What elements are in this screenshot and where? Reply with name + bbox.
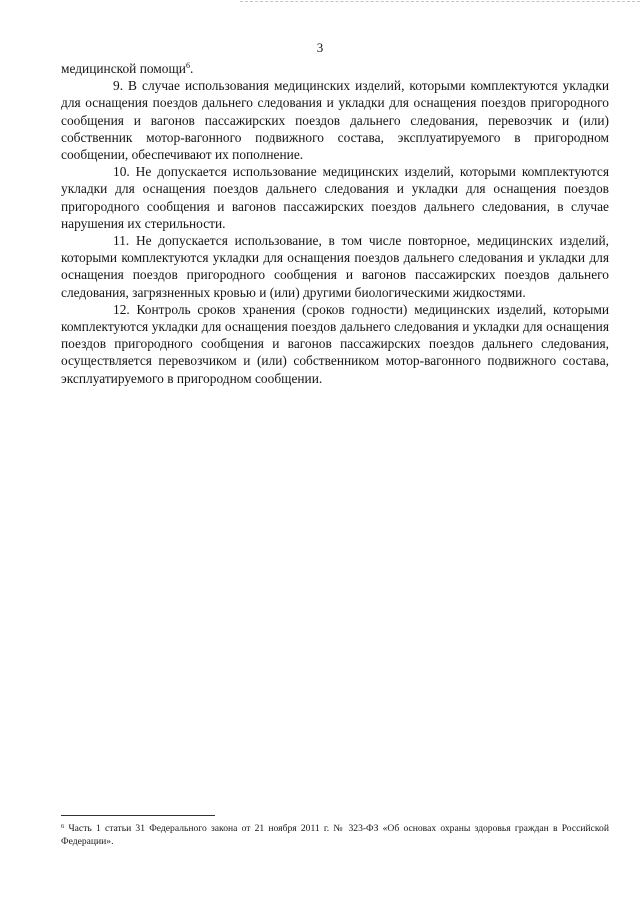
paragraph-item-10: 10. Не допускается использование медицинских изделий, которыми комплектуются укладки для оснащения поездов дальнего следования и укладки для оснащения поездов пригородного сообщения и вагонов пассажирских поездов дальнего следования, в случае нарушения их стерильности. (61, 164, 609, 231)
paragraph-continuation (61, 60, 609, 77)
footnote-marker: 6 (61, 823, 65, 830)
footnote-reference[interactable]: 6 (185, 61, 190, 70)
footnote-separator (61, 815, 215, 816)
paragraph-item-12: 12. Контроль сроков хранения (сроков годности) медицинских изделий, которыми комплектуются укладки для оснащения поездов дальнего следования и укладки для оснащения поездов пригородного сообщения и вагонов пассажирских поездов дальнего следования, осуществляется перевозчиком и (или) собственником мотор-вагонного подвижного состава, эксплуатируемого в пригородном сообщении. (61, 301, 609, 386)
page-number: 3 (316, 40, 324, 55)
scan-edge-line (240, 1, 640, 2)
paragraph-text: медицинской помощи (61, 61, 186, 76)
footnote-text: Часть 1 статьи 31 Федерального закона от 21 ноября 2011 г. № 323-ФЗ «Об основах охраны здоровья граждан в Российской Федерации». (61, 823, 609, 847)
document-body (61, 60, 609, 387)
footnote (61, 822, 609, 848)
paragraph-item-11: 11. Не допускается использование, в том числе повторное, медицинских изделий, которыми комплектуются укладки для оснащения поездов дальнего следования и укладки для оснащения поездов пригородного сообщения и вагонов пассажирских поездов дальнего следования, загрязненных кровью и (или) другими биологическими жидкостями. (61, 233, 609, 300)
paragraph-item-9: 9. В случае использования медицинских изделий, которыми комплектуются укладки для оснащения поездов дальнего следования и укладки для оснащения поездов пригородного сообщения и вагонов пассажирских поездов дальнего следования, перевозчик и (или) собственник мотор-вагонного подвижного состава, эксплуатируемого в пригородном сообщении, обеспечивают их пополнение. (61, 78, 609, 163)
paragraph-tail: . (189, 61, 194, 76)
